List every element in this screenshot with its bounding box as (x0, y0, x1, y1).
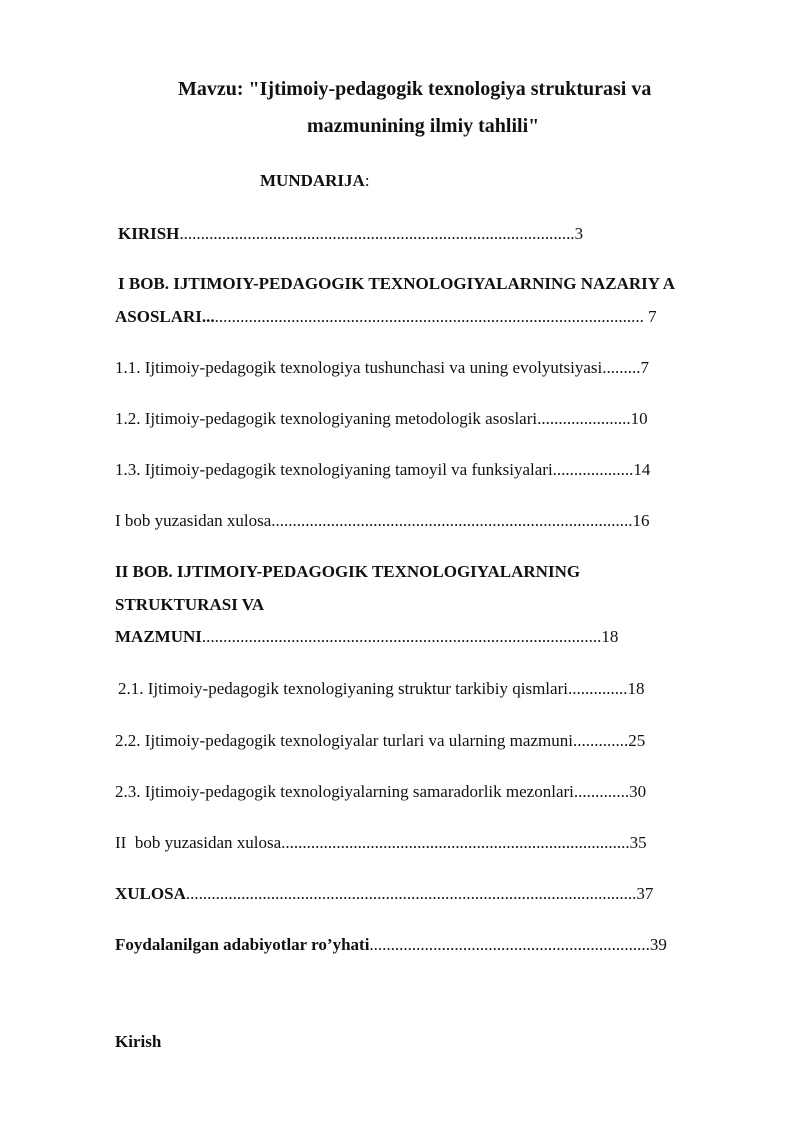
toc-label: XULOSA (115, 884, 186, 903)
toc-page: 18 (601, 627, 619, 646)
toc-label: ASOSLARI... (115, 307, 215, 326)
toc-entry-bob1 (115, 306, 657, 328)
toc-entry-1-1: 1.1. Ijtimoiy-pedagogik texnologiya tushunchasi va uning evolyutsiyasi.........7 (115, 358, 650, 377)
toc-entry-bob2 (115, 626, 618, 648)
toc-leader: .............................................................................................. (201, 627, 602, 646)
contents-heading-colon: : (364, 171, 370, 190)
toc-page: 39 (649, 935, 667, 954)
toc-entry-2-1: 2.1. Ijtimoiy-pedagogik texnologiyaning struktur tarkibiy qismlari..............18 (118, 679, 645, 698)
toc-leader: .......................................................................................................... (185, 884, 637, 903)
toc-entry-1-3: 1.3. Ijtimoiy-pedagogik texnologiyaning tamoyil va funksiyalari...................14 (115, 460, 651, 479)
toc-bob2-line-1: II BOB. IJTIMOIY-PEDAGOGIK TEXNOLOGIYALARNING (115, 562, 581, 581)
contents-heading (260, 170, 370, 192)
toc-entry-bob1-conclusion: I bob yuzasidan xulosa.....................................................................................16 (115, 511, 650, 530)
toc-entry-2-3: 2.3. Ijtimoiy-pedagogik texnologiyalarning samaradorlik mezonlari.............30 (115, 782, 647, 801)
toc-label: Foydalanilgan adabiyotlar ro’yhati (115, 935, 370, 954)
toc-label: MAZMUNI (115, 627, 202, 646)
title-line-2: mazmunining ilmiy tahlili" (307, 115, 540, 137)
toc-leader: ............................................................................................. (179, 224, 575, 243)
toc-page: 37 (636, 884, 654, 903)
toc-page: 7 (643, 307, 657, 326)
toc-label: KIRISH (118, 224, 180, 243)
toc-entry-1-2: 1.2. Ijtimoiy-pedagogik texnologiyaning metodologik asoslari......................10 (115, 409, 648, 428)
title-line-1: Mavzu: "Ijtimoiy-pedagogik texnologiya strukturasi va (178, 78, 652, 100)
toc-entry-bob2-conclusion: II bob yuzasidan xulosa..................................................................................35 (115, 833, 647, 852)
toc-entry-adabiyotlar (115, 934, 667, 956)
toc-leader: ..................................................................................................... (214, 307, 644, 326)
toc-leader: .................................................................. (369, 935, 650, 954)
toc-entry-xulosa (115, 883, 653, 905)
section-heading-kirish: Kirish (115, 1032, 162, 1051)
toc-entry-kirish (118, 223, 583, 245)
toc-bob1-line-1: I BOB. IJTIMOIY-PEDAGOGIK TEXNOLOGIYALARNING NAZARIY A (118, 274, 676, 293)
toc-bob2-line-2: STRUKTURASI VA (115, 595, 265, 614)
toc-page: 3 (574, 224, 584, 243)
toc-entry-2-2: 2.2. Ijtimoiy-pedagogik texnologiyalar turlari va ularning mazmuni.............25 (115, 731, 646, 750)
contents-heading-text: MUNDARIJA (260, 171, 365, 190)
